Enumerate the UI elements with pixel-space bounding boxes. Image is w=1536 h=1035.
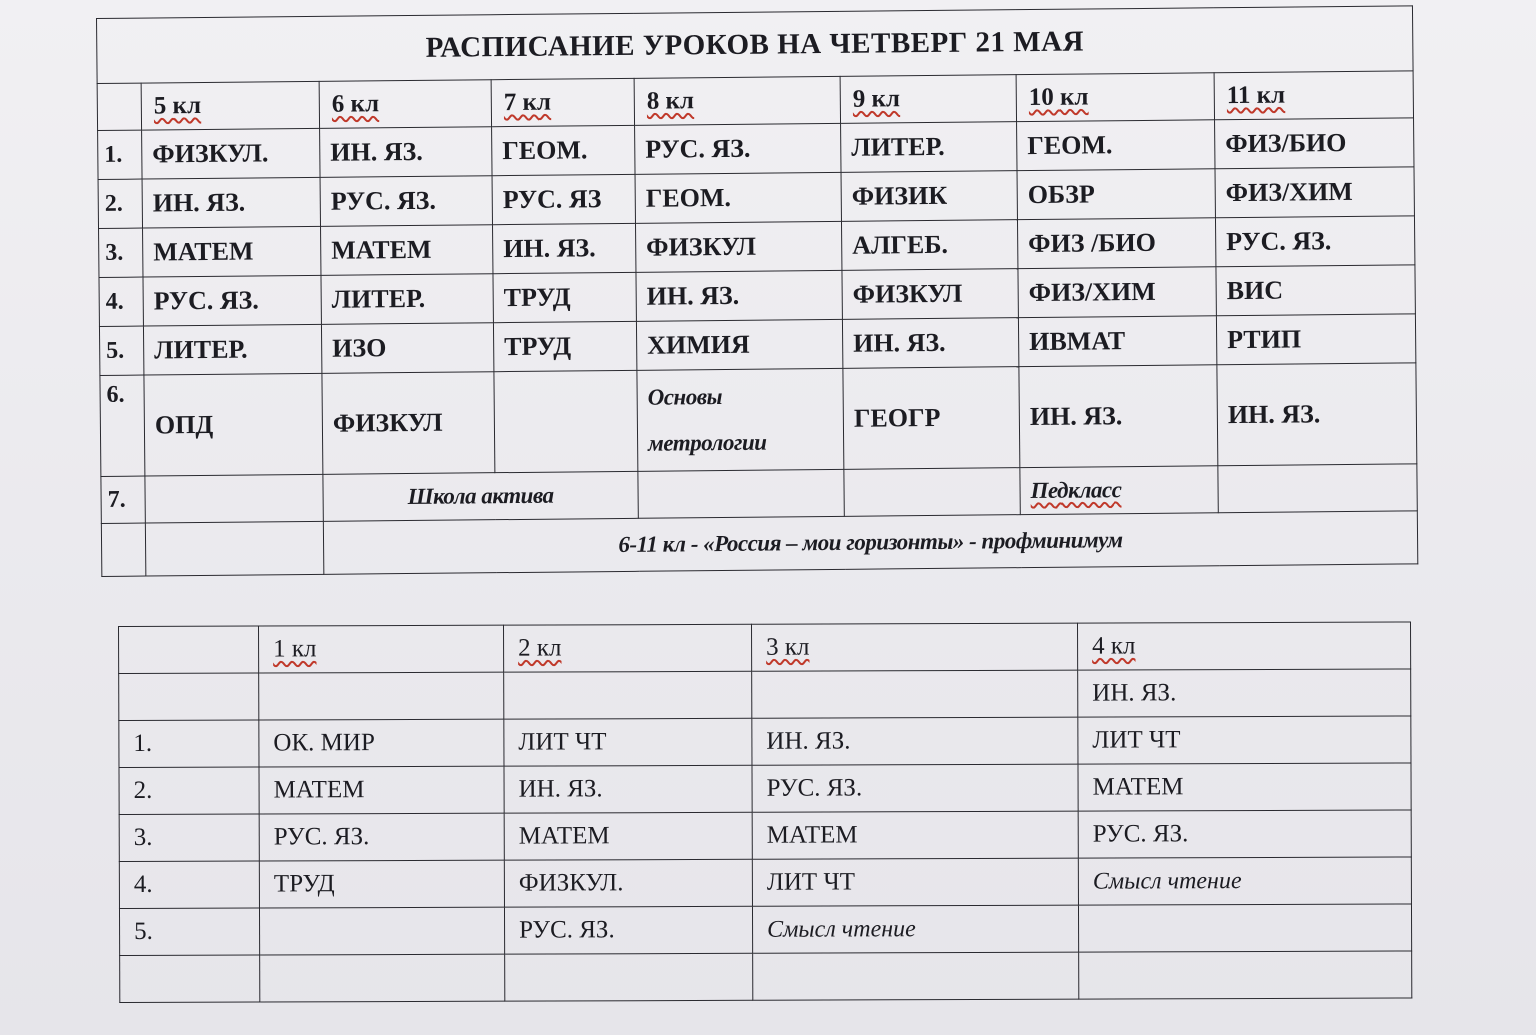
lesson-cell: МАТЕМ xyxy=(321,225,493,276)
lesson-cell: ЛИТ ЧТ xyxy=(1078,716,1411,764)
junior-class-header-row xyxy=(119,622,1411,674)
lesson-row xyxy=(119,716,1411,768)
lesson-cell xyxy=(259,907,504,955)
lesson-cell: ИН. ЯЗ. xyxy=(320,127,492,178)
empty-cell xyxy=(638,469,844,518)
lesson-cell xyxy=(494,370,638,472)
empty-cell xyxy=(753,952,1079,1000)
lesson-cell: ЛИТЕР. xyxy=(143,324,321,375)
lesson-cell: МАТЕМ xyxy=(259,766,504,814)
lesson-cell: ИН. ЯЗ. xyxy=(1078,669,1411,717)
lesson-row-zero xyxy=(119,669,1411,721)
lesson-cell: ОК. МИР xyxy=(259,719,504,767)
header-corner xyxy=(97,83,141,130)
lesson-cell: Смысл чтение xyxy=(752,905,1078,953)
class-header: 11 кл xyxy=(1214,71,1413,120)
lesson-number: 2. xyxy=(119,767,259,814)
class-header: 9 кл xyxy=(840,75,1016,124)
school-activ-cell: Школа актива xyxy=(323,471,638,521)
lesson-cell: ХИМИЯ xyxy=(636,319,842,370)
lesson-cell: МАТЕМ xyxy=(143,226,321,277)
schedule-title: РАСПИСАНИЕ УРОКОВ НА ЧЕТВЕРГ 21 МАЯ xyxy=(97,6,1414,84)
empty-cell xyxy=(120,955,260,1002)
empty-cell xyxy=(101,523,146,576)
lesson-cell: ФИЗКУЛ xyxy=(322,372,495,475)
lesson-cell: РУС. ЯЗ. xyxy=(320,176,492,227)
lesson-cell: ФИЗ/БИО xyxy=(1215,118,1414,169)
lesson-cell: МАТЕМ xyxy=(752,811,1078,859)
lesson-row xyxy=(119,904,1411,956)
lesson-cell: РУС. ЯЗ. xyxy=(635,123,841,174)
lesson-cell-metrology: Основы метрологии xyxy=(637,368,844,471)
lesson-cell: РУС. ЯЗ. xyxy=(1215,216,1414,267)
lesson-cell: ФИЗКУЛ. xyxy=(504,859,752,907)
lesson-cell: ТРУД xyxy=(259,860,504,908)
lesson-number: 5. xyxy=(99,326,143,375)
footer-note: 6-11 кл - «Россия – мои горизонты» - профминимум xyxy=(323,511,1417,574)
lesson-row xyxy=(119,810,1411,862)
class-header: 1 кл xyxy=(259,625,504,673)
lesson-cell: ВИС xyxy=(1216,265,1415,316)
lesson-cell: ИН. ЯЗ. xyxy=(1019,365,1218,468)
lesson-cell: ФИЗ/ХИМ xyxy=(1215,167,1414,218)
lesson-number: 5. xyxy=(119,908,259,955)
empty-cell xyxy=(119,673,259,720)
empty-cell xyxy=(145,474,323,523)
senior-schedule-table xyxy=(96,5,1418,577)
empty-row xyxy=(120,951,1412,1003)
empty-cell xyxy=(1218,464,1417,513)
lesson-cell: ОБЗР xyxy=(1017,169,1215,220)
lesson-cell: РУС. ЯЗ. xyxy=(1078,810,1411,858)
lesson-cell: Смысл чтение xyxy=(1078,857,1411,905)
pedclass-cell: Педкласс xyxy=(1020,466,1218,515)
lesson-cell: РУС. ЯЗ. xyxy=(259,813,504,861)
lesson-cell: РУС. ЯЗ. xyxy=(143,275,321,326)
lesson-cell: ГЕОГР xyxy=(843,367,1020,470)
lesson-cell: РУС. ЯЗ. xyxy=(752,764,1078,812)
class-header: 2 кл xyxy=(503,624,751,672)
lesson-cell: РТИП xyxy=(1216,314,1415,365)
lesson-cell: ЛИТЕР. xyxy=(841,122,1017,173)
class-header: 3 кл xyxy=(751,623,1077,671)
lesson-cell: ЛИТ ЧТ xyxy=(752,858,1078,906)
class-header: 5 кл xyxy=(141,81,319,130)
lesson-cell: ИН. ЯЗ. xyxy=(1217,363,1417,466)
lesson-cell: ГЕОМ. xyxy=(1017,120,1215,171)
lesson-cell xyxy=(259,672,504,720)
lesson-number: 6. xyxy=(100,375,145,476)
lesson-cell: ИН. ЯЗ. xyxy=(142,177,320,228)
lesson-row xyxy=(119,857,1411,909)
lesson-number: 1. xyxy=(119,720,259,767)
lesson-cell: ЛИТЕР. xyxy=(321,274,493,325)
lesson-row xyxy=(100,363,1417,477)
lesson-cell: МАТЕМ xyxy=(1078,763,1411,811)
lesson-cell: РУС. ЯЗ. xyxy=(504,906,752,954)
lesson-cell: ИЗО xyxy=(321,323,493,374)
lesson-cell: ТРУД xyxy=(493,321,636,371)
lesson-cell: ИВМАТ xyxy=(1018,316,1216,367)
junior-schedule-table xyxy=(118,621,1412,1003)
lesson-cell: ФИЗКУЛ xyxy=(842,269,1018,320)
lesson-number: 1. xyxy=(98,130,142,179)
lesson-cell: ФИЗ/ХИМ xyxy=(1018,267,1216,318)
lesson-cell: ИН. ЯЗ. xyxy=(636,270,842,321)
class-header: 4 кл xyxy=(1077,622,1410,670)
lesson-number: 3. xyxy=(119,814,259,861)
empty-cell xyxy=(1079,951,1412,999)
class-header: 7 кл xyxy=(491,78,634,126)
lesson-cell: ГЕОМ. xyxy=(492,125,635,175)
lesson-cell: РУС. ЯЗ xyxy=(492,174,635,224)
lesson-cell: МАТЕМ xyxy=(504,812,752,860)
class-header: 10 кл xyxy=(1016,73,1214,122)
lesson-cell xyxy=(752,670,1078,718)
lesson-row xyxy=(119,763,1411,815)
lesson-cell: ФИЗКУЛ. xyxy=(142,128,320,179)
lesson-number: 2. xyxy=(98,179,142,228)
lesson-cell: ЛИТ ЧТ xyxy=(504,718,752,766)
empty-cell xyxy=(844,468,1020,517)
lesson-cell: ОПД xyxy=(144,373,323,476)
lesson-cell: ИН. ЯЗ. xyxy=(842,318,1018,369)
empty-cell xyxy=(145,521,324,576)
class-header: 6 кл xyxy=(319,80,491,129)
lesson-number: 4. xyxy=(119,861,259,908)
lesson-cell: АЛГЕБ. xyxy=(841,220,1017,271)
lesson-cell: ИН. ЯЗ. xyxy=(752,717,1078,765)
lesson-cell: ФИЗ /БИО xyxy=(1017,218,1215,269)
lesson-cell: ТРУД xyxy=(493,272,636,322)
lesson-number: 7. xyxy=(101,476,145,523)
class-header: 8 кл xyxy=(634,76,840,125)
lesson-cell: ИН. ЯЗ. xyxy=(504,765,752,813)
lesson-number: 3. xyxy=(99,228,143,277)
lesson-cell: ФИЗКУЛ xyxy=(635,221,841,272)
header-corner xyxy=(119,626,259,673)
lesson-cell: ФИЗИК xyxy=(841,171,1017,222)
empty-cell xyxy=(505,953,753,1001)
lesson-number: 4. xyxy=(99,277,143,326)
lesson-cell: ГЕОМ. xyxy=(635,172,841,223)
lesson-cell xyxy=(504,671,752,719)
lesson-cell xyxy=(1078,904,1411,952)
empty-cell xyxy=(260,954,505,1002)
lesson-cell: ИН. ЯЗ. xyxy=(493,223,636,273)
